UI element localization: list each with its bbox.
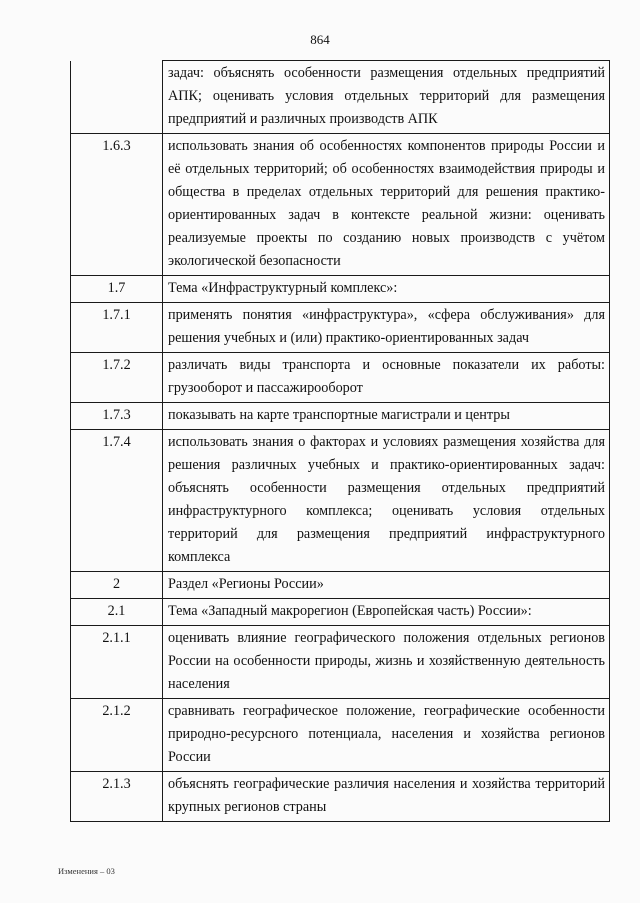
- row-text: использовать знания об особенностях компонентов природы России и её отдельных территорий; об особенностях взаимодействия природы и общества в пределах отдельных территорий для решения практико-ориентированных задач в контексте реальной жизни: оценивать реализуемые проекты по созданию новых производств с учётом экологической безопасности: [163, 134, 610, 276]
- row-text: сравнивать географическое положение, географические особенности природно-ресурсного потенциала, населения и хозяйства регионов России: [163, 699, 610, 772]
- row-number: 1.7: [71, 276, 163, 303]
- row-text: Тема «Западный макрорегион (Европейская часть) России»:: [163, 599, 610, 626]
- table-row: [71, 572, 610, 599]
- row-text: применять понятия «инфраструктура», «сфера обслуживания» для решения учебных и (или) практико-ориентированных задач: [163, 303, 610, 353]
- row-text: Раздел «Регионы России»: [163, 572, 610, 599]
- row-number: 2.1.2: [71, 699, 163, 772]
- row-text: объяснять географические различия населения и хозяйства территорий крупных регионов страны: [163, 772, 610, 822]
- table-row: [71, 61, 610, 134]
- table-row: [71, 599, 610, 626]
- row-number: 1.7.1: [71, 303, 163, 353]
- table-row: [71, 403, 610, 430]
- row-number: 2: [71, 572, 163, 599]
- row-text: задач: объяснять особенности размещения отдельных предприятий АПК; оценивать условия отдельных территорий для размещения предприятий и различных производств АПК: [163, 61, 610, 134]
- table-row: [71, 626, 610, 699]
- table-row: [71, 276, 610, 303]
- table-row: [71, 699, 610, 772]
- table-row: [71, 303, 610, 353]
- table-row: [71, 134, 610, 276]
- row-number: 2.1: [71, 599, 163, 626]
- row-number: 1.7.4: [71, 430, 163, 572]
- row-number: 2.1.1: [71, 626, 163, 699]
- row-number: 1.6.3: [71, 134, 163, 276]
- page-number: 864: [310, 32, 330, 47]
- row-number: [71, 61, 163, 134]
- table-row: [71, 430, 610, 572]
- row-text: показывать на карте транспортные магистрали и центры: [163, 403, 610, 430]
- revision-footer: Изменения – 03: [58, 866, 115, 876]
- row-text: различать виды транспорта и основные показатели их работы: грузооборот и пассажирооборот: [163, 353, 610, 403]
- table-row: [71, 353, 610, 403]
- row-number: 1.7.2: [71, 353, 163, 403]
- content-table: [70, 60, 610, 822]
- row-text: использовать знания о факторах и условиях размещения хозяйства для решения различных учебных и практико-ориентированных задач: объяснять особенности размещения отдельных предприятий инфраструктурного комплекса; оценивать условия отдельных территорий для размещения предприятий инфраструктурного комплекса: [163, 430, 610, 572]
- row-text: Тема «Инфраструктурный комплекс»:: [163, 276, 610, 303]
- table-row: [71, 772, 610, 822]
- row-number: 1.7.3: [71, 403, 163, 430]
- row-text: оценивать влияние географического положения отдельных регионов России на особенности природы, жизнь и хозяйственную деятельность населения: [163, 626, 610, 699]
- row-number: 2.1.3: [71, 772, 163, 822]
